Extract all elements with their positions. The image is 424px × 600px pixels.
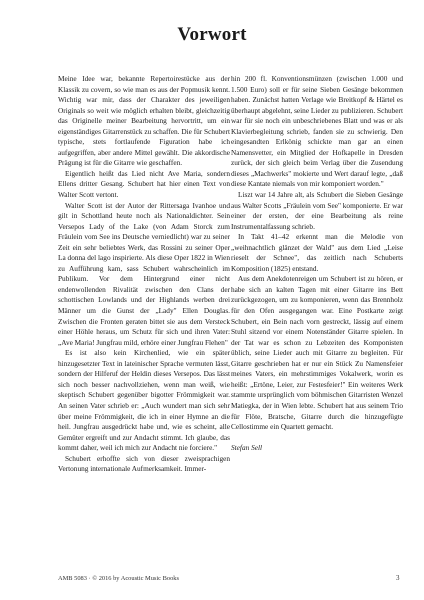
right-text-column [231, 74, 403, 453]
paragraph: Aus dem Anekdotenreigen um Schubert ist zu hören, er habe sich an kalten Tagen mit einer Gitarre ins Bett zurückgezogen, um zu komponieren, wenn das Brennholz für den Ofen ausgegangen war. Eine Postkarte zeigt Schubert, ein Bein nach vorn gestreckt, lässig auf einem Stuhl sitzend vor einem Notenständer Gitarre spielen. In der Tat war es schon zu Lebzeiten des Komponisten üblich, seine Lieder auch mit Gitarre zu begleiten. Für Gitarre geschrieben hat er nur ein Stück Zu Namensfeier meines Vaters, ein mehrstimmiges Vokalwerk, worin es heißt: „Ertöne, Leier, zur Festesfeier!" Ein weiteres Werk stammte ursprünglich vom böhmischen Gitarristen Wenzel Matiegka, der in Wien lebte. Schubert hat aus seinem Trio für Flöte, Bratsche, Gitarre durch die hinzugefügte Cellostimme ein Quartett gemacht. [231, 274, 403, 432]
paragraph: Walter Scott ist der Autor der Rittersaga Ivanhoe und gilt in Schottland heute noch als Nationaldichter. Sein Versepos Lady of the Lake (von Adam Storck zum Fräulein vom See ins Deutsche verniedlicht) war zu seiner Zeit ein sehr beliebtes Werk, das Rossini zu seiner Oper La donna del lago inspirierte. Als diese Oper 1822 in Wien zu Aufführung kam, sass Schubert wahrscheinlich im Publikum. Vor dem Hintergrund einer nicht endenwollenden Rivalität zwischen den Clans der schottischen Lowlands und der Highlands werben drei Männer um die Gunst der „Lady" Ellen Douglas. Zwischen die Fronten geraten bittet sie aus dem Versteck einer Höhle heraus, um Schutz für sich und ihren Vater: „Ave Maria! Jungfrau mild, erhöre einer Jungfrau Flehen" [58, 200, 230, 347]
author-signature: Stefan Sell [231, 442, 263, 452]
paragraph: Meine Idee war, bekannte Repertoirestücke aus der Klassik zu covern, so wie man es aus der Popmusik kennt. Wichtig war mir, dass der Charakter des jeweiligen Originals so weit wie möglich erhalten bleibt, gleichzeitig das Originelle meiner Bearbeitung hervortritt, um ein eigenständiges Gitarrenstück zu schaffen. Die für Schubert typische, stets fortlaufende Figuration habe ich aufgegriffen, aber andere Mittel gewählt. Die akkordische Prägung ist für die Gitarre wie geschaffen. [58, 74, 230, 168]
page-title: Vorwort [177, 24, 247, 45]
paragraph: Es ist also kein Kirchenlied, wie ein später hinzugesetzter Text in lateinischer Sprache vermuten lässt, sondern der Hilferuf der Heldin dieses Versepos. Das lässt sich noch besser nachvollziehen, wenn man weiß, wie skeptisch Schubert gegenüber bigotter Frömmigkeit war. An seinen Vater schrieb er: „Auch wundert man sich sehr über meine Frömmigkeit, die ich in einer Hymne an die heil. Jungfrau ausgedrückt habe und, wie es scheint, alle Gemüter ergreift und zur Andacht stimmt. Ich glaube, das kommt daher, weil ich mich zur Andacht nie forciere." [58, 348, 230, 453]
page-number: 3 [396, 574, 400, 582]
paragraph: hin 200 fl. Konventionsmünzen (zwischen 1.000 und 1.500 Euro) soll er für seine Sieben Gesänge bekommen haben. Zunächst hatten Verlage wie Breitkopf & Härtel es überhaupt abgelehnt, seine Lieder zu publizieren. Schubert war für sie noch ein unbeschriebenes Blatt und was er als Klavierbegleitung schrieb, fanden sie zu schwierig. Den eingesandten Erlkönig schickte man gar an einen Namensvetter, ein Mitglied der Hofkapelle in Dresden zurück, der sich gleich beim Verlag über die Zusendung dieses „Machwerks" mokierte und Wert darauf legte, „daß diese Kantate niemals von mir komponiert worden." [231, 74, 403, 189]
paragraph: In Takt 41–42 erkennt man die Melodie von „weihnachtlich glänzet der Wald" aus dem Lied „Leise rieselt der Schnee", das zeitlich nach Schuberts Komposition (1825) entstand. [231, 232, 403, 273]
paragraph: Liszt war 14 Jahre alt, als Schubert die Sieben Gesänge aus Walter Scotts „Fräulein vom See" komponierte. Er war einer der ersten, der eine Bearbeitung als reine Instrumentalfassung schrieb. [231, 190, 403, 231]
footer-copyright: AMB 5083 · © 2016 by Acoustic Music Books [58, 575, 179, 582]
paragraph: Eigentlich heißt das Lied nicht Ave Maria, sondern Ellens dritter Gesang. Schubert hat hier einen Text von Walter Scott vertont. [58, 168, 230, 200]
left-text-column [58, 74, 230, 475]
paragraph: Schubert erhoffte sich von dieser zweisprachigen Vertonung internationale Aufmerksamkeit. Immer- [58, 453, 230, 474]
